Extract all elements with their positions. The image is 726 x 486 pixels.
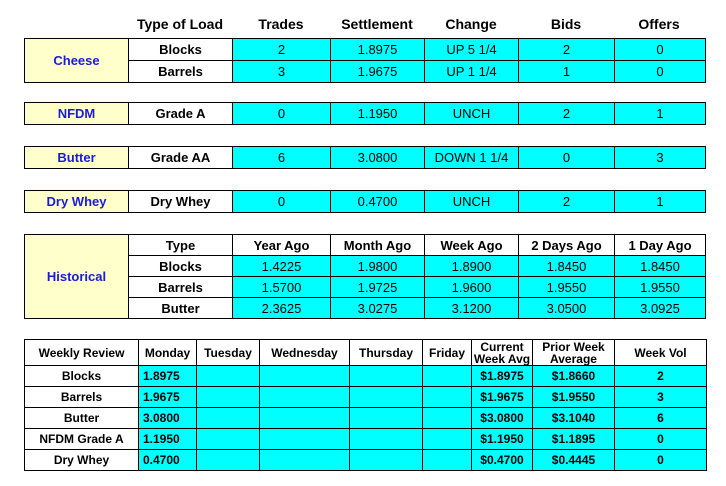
weekly-header-prior-week-average: Prior Week Average xyxy=(533,340,615,366)
weekly-cell-monday: 0.4700 xyxy=(139,450,197,471)
hist-cell: 1.9550 xyxy=(615,277,706,298)
weekly-header-monday: Monday xyxy=(139,340,197,366)
hist-header-year-ago: Year Ago xyxy=(233,235,331,256)
dry-whey-table xyxy=(24,190,706,213)
weekly-cell-week-vol: 6 xyxy=(615,408,707,429)
group-label-historical: Historical xyxy=(25,235,129,319)
cell-trades: 3 xyxy=(233,61,331,83)
weekly-header-week-vol: Week Vol xyxy=(615,340,707,366)
weekly-cell-prior-avg: $0.4445 xyxy=(533,450,615,471)
cell-settlement: 0.4700 xyxy=(331,191,425,213)
weekly-cell-week-vol: 3 xyxy=(615,387,707,408)
hist-cell: 3.0500 xyxy=(519,298,615,319)
weekly-cell-friday xyxy=(423,450,472,471)
weekly-cell-prior-avg: $1.8660 xyxy=(533,366,615,387)
weekly-cell-current-avg: $1.8975 xyxy=(472,366,533,387)
butter-table xyxy=(24,146,706,169)
historical-table xyxy=(24,234,706,319)
hist-cell: 1.8450 xyxy=(519,256,615,277)
hist-cell: 1.8450 xyxy=(615,256,706,277)
group-label-butter: Butter xyxy=(25,147,129,169)
cell-change: UNCH xyxy=(425,191,519,213)
weekly-row-label: Barrels xyxy=(25,387,139,408)
cell-offers: 1 xyxy=(615,103,706,125)
hist-cell: 1.9800 xyxy=(331,256,425,277)
weekly-cell-week-vol: 0 xyxy=(615,450,707,471)
weekly-header-friday: Friday xyxy=(423,340,472,366)
cheese-table xyxy=(24,38,706,83)
weekly-cell-wednesday xyxy=(260,387,350,408)
weekly-header-thursday: Thursday xyxy=(350,340,423,366)
weekly-cell-friday xyxy=(423,366,472,387)
weekly-cell-tuesday xyxy=(197,450,260,471)
weekly-header-current-week-avg: Current Week Avg xyxy=(472,340,533,366)
weekly-cell-prior-avg: $3.1040 xyxy=(533,408,615,429)
row-type: Grade A xyxy=(129,103,233,125)
cell-settlement: 1.9675 xyxy=(331,61,425,83)
hist-cell: 1.8900 xyxy=(425,256,519,277)
group-label-cheese: Cheese xyxy=(25,39,129,83)
weekly-cell-monday: 1.8975 xyxy=(139,366,197,387)
header-change: Change xyxy=(445,16,497,32)
weekly-cell-wednesday xyxy=(260,450,350,471)
cell-bids: 0 xyxy=(519,147,615,169)
hist-cell: 1.4225 xyxy=(233,256,331,277)
hist-cell: 3.1200 xyxy=(425,298,519,319)
row-type: Barrels xyxy=(129,61,233,83)
header-settlement: Settlement xyxy=(341,16,413,32)
weekly-row-label: Butter xyxy=(25,408,139,429)
weekly-cell-wednesday xyxy=(260,429,350,450)
weekly-cell-thursday xyxy=(350,387,423,408)
hist-header-1-day-ago: 1 Day Ago xyxy=(615,235,706,256)
weekly-cell-thursday xyxy=(350,366,423,387)
weekly-cell-prior-avg: $1.9550 xyxy=(533,387,615,408)
weekly-cell-thursday xyxy=(350,408,423,429)
cell-bids: 2 xyxy=(519,39,615,61)
group-label-nfdm: NFDM xyxy=(25,103,129,125)
nfdm-table xyxy=(24,102,706,125)
cell-bids: 2 xyxy=(519,103,615,125)
hist-header-2-days-ago: 2 Days Ago xyxy=(519,235,615,256)
cell-trades: 6 xyxy=(233,147,331,169)
weekly-header-tuesday: Tuesday xyxy=(197,340,260,366)
cell-offers: 3 xyxy=(615,147,706,169)
weekly-header-review: Weekly Review xyxy=(25,340,139,366)
header-trades: Trades xyxy=(258,16,304,32)
weekly-cell-tuesday xyxy=(197,366,260,387)
group-label-dry-whey: Dry Whey xyxy=(25,191,129,213)
hist-header-month-ago: Month Ago xyxy=(331,235,425,256)
hist-cell: 1.9600 xyxy=(425,277,519,298)
cell-settlement: 1.1950 xyxy=(331,103,425,125)
cell-bids: 1 xyxy=(519,61,615,83)
weekly-cell-monday: 1.1950 xyxy=(139,429,197,450)
weekly-cell-current-avg: $3.0800 xyxy=(472,408,533,429)
hist-row-type: Barrels xyxy=(129,277,233,298)
weekly-cell-friday xyxy=(423,408,472,429)
cell-trades: 0 xyxy=(233,103,331,125)
cell-settlement: 3.0800 xyxy=(331,147,425,169)
weekly-row-label: Blocks xyxy=(25,366,139,387)
hist-cell: 3.0275 xyxy=(331,298,425,319)
cell-trades: 0 xyxy=(233,191,331,213)
hist-row-type: Blocks xyxy=(129,256,233,277)
weekly-cell-wednesday xyxy=(260,408,350,429)
cell-bids: 2 xyxy=(519,191,615,213)
hist-header-week-ago: Week Ago xyxy=(425,235,519,256)
cell-offers: 1 xyxy=(615,191,706,213)
cell-change: UNCH xyxy=(425,103,519,125)
weekly-cell-tuesday xyxy=(197,408,260,429)
weekly-review-table xyxy=(24,339,707,471)
header-offers: Offers xyxy=(638,16,680,32)
hist-cell: 1.5700 xyxy=(233,277,331,298)
weekly-cell-monday: 3.0800 xyxy=(139,408,197,429)
cell-trades: 2 xyxy=(233,39,331,61)
cell-change: UP 1 1/4 xyxy=(425,61,519,83)
weekly-cell-friday xyxy=(423,429,472,450)
hist-cell: 1.9550 xyxy=(519,277,615,298)
weekly-header-wednesday: Wednesday xyxy=(260,340,350,366)
row-type: Blocks xyxy=(129,39,233,61)
weekly-cell-tuesday xyxy=(197,429,260,450)
weekly-cell-tuesday xyxy=(197,387,260,408)
cell-offers: 0 xyxy=(615,39,706,61)
hist-cell: 3.0925 xyxy=(615,298,706,319)
hist-cell: 2.3625 xyxy=(233,298,331,319)
weekly-cell-monday: 1.9675 xyxy=(139,387,197,408)
cell-offers: 0 xyxy=(615,61,706,83)
weekly-cell-current-avg: $1.9675 xyxy=(472,387,533,408)
row-type: Dry Whey xyxy=(129,191,233,213)
cell-change: UP 5 1/4 xyxy=(425,39,519,61)
weekly-cell-friday xyxy=(423,387,472,408)
cell-change: DOWN 1 1/4 xyxy=(425,147,519,169)
cell-settlement: 1.8975 xyxy=(331,39,425,61)
weekly-cell-wednesday xyxy=(260,366,350,387)
header-bids: Bids xyxy=(550,16,582,32)
weekly-cell-current-avg: $0.4700 xyxy=(472,450,533,471)
hist-cell: 1.9725 xyxy=(331,277,425,298)
weekly-cell-prior-avg: $1.1895 xyxy=(533,429,615,450)
hist-header-type: Type xyxy=(129,235,233,256)
weekly-row-label: NFDM Grade A xyxy=(25,429,139,450)
hist-row-type: Butter xyxy=(129,298,233,319)
weekly-cell-thursday xyxy=(350,429,423,450)
weekly-cell-current-avg: $1.1950 xyxy=(472,429,533,450)
row-type: Grade AA xyxy=(129,147,233,169)
weekly-cell-thursday xyxy=(350,450,423,471)
weekly-cell-week-vol: 2 xyxy=(615,366,707,387)
weekly-row-label: Dry Whey xyxy=(25,450,139,471)
weekly-cell-week-vol: 0 xyxy=(615,429,707,450)
header-type-of-load: Type of Load xyxy=(136,16,224,32)
